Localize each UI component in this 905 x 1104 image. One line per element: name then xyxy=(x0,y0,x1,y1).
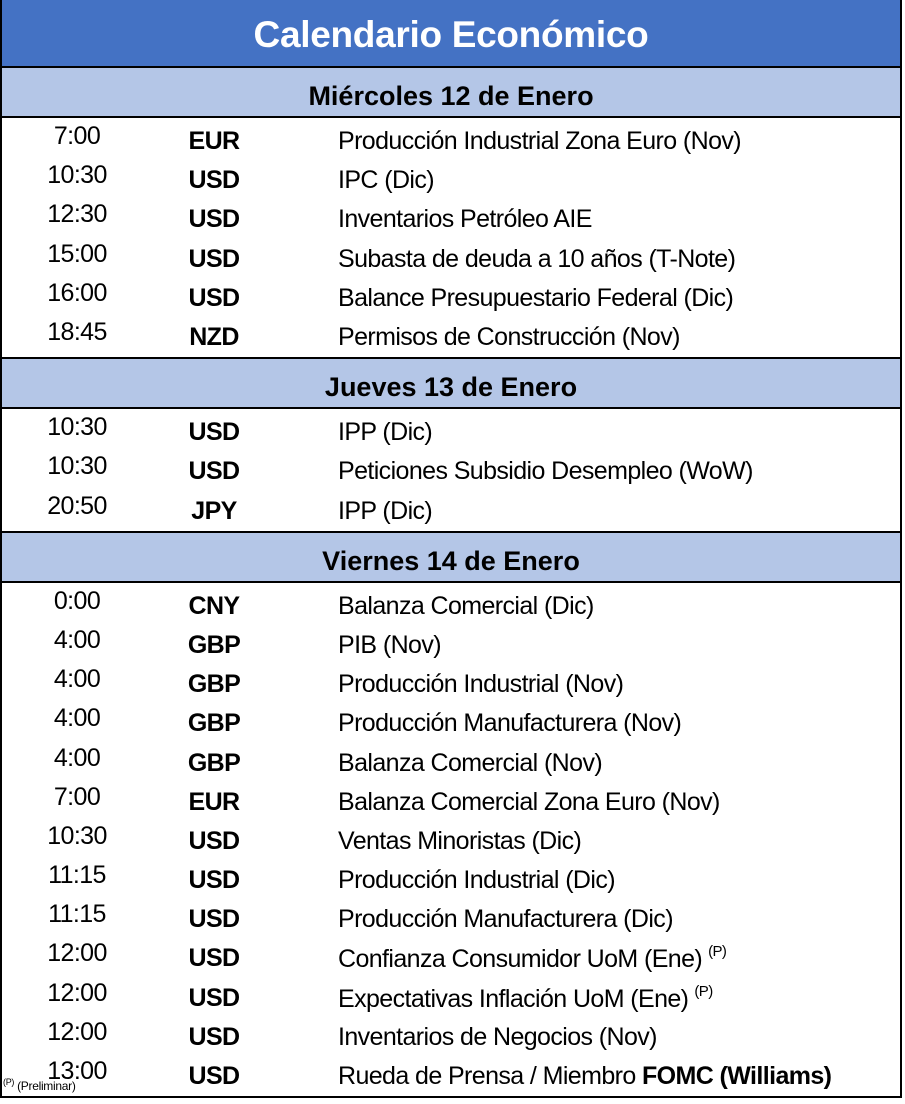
event-description xyxy=(276,631,900,660)
event-list xyxy=(2,118,900,357)
event-name: Peticiones Subsidio Desempleo (WoW) xyxy=(338,457,753,486)
event-row xyxy=(2,238,900,277)
event-time: 13:00 xyxy=(47,1057,107,1086)
event-time: 12:00 xyxy=(47,1017,107,1046)
day-header: Miércoles 12 de Enero xyxy=(2,68,900,118)
day-header: Viernes 14 de Enero xyxy=(2,531,900,583)
event-name: Producción Industrial (Dic) xyxy=(338,866,615,895)
event-description xyxy=(276,592,900,621)
event-description xyxy=(276,827,900,856)
event-row xyxy=(2,820,900,859)
event-time: 4:00 xyxy=(53,704,101,733)
event-name: Subasta de deuda a 10 años (T-Note) xyxy=(338,244,736,273)
event-currency: EUR xyxy=(188,127,240,156)
event-currency: USD xyxy=(188,457,240,486)
event-row xyxy=(2,624,900,663)
footnote xyxy=(3,1077,76,1093)
event-description xyxy=(276,943,900,974)
event-time: 12:00 xyxy=(47,978,107,1007)
event-description xyxy=(276,284,900,313)
event-time: 15:00 xyxy=(47,239,107,268)
event-description xyxy=(276,1023,900,1052)
event-currency: USD xyxy=(188,866,240,895)
event-description xyxy=(276,127,900,156)
event-currency: USD xyxy=(188,205,240,234)
event-currency: JPY xyxy=(191,496,237,525)
day-section xyxy=(2,531,900,1096)
event-name: IPP (Dic) xyxy=(338,418,433,447)
event-description xyxy=(276,983,900,1014)
event-currency: USD xyxy=(188,244,240,273)
event-row xyxy=(2,898,900,937)
event-name: Rueda de Prensa / Miembro xyxy=(338,1062,643,1091)
event-currency: CNY xyxy=(188,591,240,620)
event-time: 10:30 xyxy=(47,161,107,190)
event-currency: USD xyxy=(188,944,240,973)
event-currency: GBP xyxy=(187,630,241,659)
event-name: Permisos de Construcción (Nov) xyxy=(338,323,680,352)
event-currency: EUR xyxy=(188,787,240,816)
event-name: Ventas Minoristas (Dic) xyxy=(338,826,582,855)
event-row xyxy=(2,1016,900,1055)
day-section xyxy=(2,357,900,531)
event-time: 0:00 xyxy=(53,586,101,615)
event-name: Inventarios Petróleo AIE xyxy=(338,205,592,234)
event-time: 7:00 xyxy=(53,782,101,811)
event-currency: USD xyxy=(188,418,240,447)
day-header: Jueves 13 de Enero xyxy=(2,357,900,409)
event-time: 18:45 xyxy=(47,318,107,347)
event-row xyxy=(2,702,900,741)
day-section xyxy=(2,68,900,357)
event-row xyxy=(2,120,900,159)
event-name: Producción Manufacturera (Nov) xyxy=(338,709,682,738)
event-list xyxy=(2,409,900,531)
event-description xyxy=(276,749,900,778)
event-list xyxy=(2,583,900,1096)
event-row xyxy=(2,159,900,198)
event-description xyxy=(276,205,900,234)
event-row xyxy=(2,937,900,976)
event-name: Balance Presupuestario Federal (Dic) xyxy=(338,283,734,312)
event-row xyxy=(2,663,900,702)
event-row xyxy=(2,198,900,237)
event-name: Balanza Comercial (Nov) xyxy=(338,748,603,777)
event-time: 12:30 xyxy=(47,200,107,229)
event-currency: USD xyxy=(188,283,240,312)
event-currency: NZD xyxy=(189,323,239,352)
event-description xyxy=(276,418,900,447)
event-currency: USD xyxy=(188,826,240,855)
event-row xyxy=(2,781,900,820)
event-currency: USD xyxy=(188,1022,240,1051)
event-description xyxy=(276,166,900,195)
event-name: Confianza Consumidor UoM (Ene) xyxy=(338,945,703,974)
calendar-title: Calendario Económico xyxy=(2,0,900,68)
event-description xyxy=(276,245,900,274)
event-currency: USD xyxy=(188,983,240,1012)
event-time: 10:30 xyxy=(47,821,107,850)
event-time: 4:00 xyxy=(53,665,101,694)
event-time: 16:00 xyxy=(47,278,107,307)
event-name: Producción Industrial (Nov) xyxy=(338,670,624,699)
footnote-mark: (P) xyxy=(3,1077,15,1087)
event-currency: USD xyxy=(188,166,240,195)
event-currency: GBP xyxy=(187,709,241,738)
footnote-text: (Preliminar) xyxy=(17,1079,76,1093)
event-time: 11:15 xyxy=(48,861,106,890)
event-name: Balanza Comercial (Dic) xyxy=(338,591,594,620)
preliminary-mark: (P) xyxy=(708,943,727,961)
event-description xyxy=(276,497,900,526)
event-row xyxy=(2,490,900,529)
event-name: IPP (Dic) xyxy=(338,496,433,525)
event-time: 10:30 xyxy=(47,452,107,481)
event-description xyxy=(276,709,900,738)
event-name: Inventarios de Negocios (Nov) xyxy=(338,1022,657,1051)
event-row xyxy=(2,450,900,489)
event-currency: USD xyxy=(188,1062,240,1091)
event-description xyxy=(276,1062,900,1091)
event-description xyxy=(276,670,900,699)
event-time: 4:00 xyxy=(53,625,101,654)
event-name: PIB (Nov) xyxy=(338,630,441,659)
event-currency: GBP xyxy=(187,670,241,699)
day-sections xyxy=(2,68,900,1096)
event-currency: USD xyxy=(188,905,240,934)
event-description xyxy=(276,788,900,817)
event-name: Producción Industrial Zona Euro (Nov) xyxy=(338,127,741,156)
event-row xyxy=(2,859,900,898)
event-name: Expectativas Inflación UoM (Ene) xyxy=(338,984,689,1013)
event-name-bold: FOMC (Williams) xyxy=(642,1062,832,1091)
event-name: Balanza Comercial Zona Euro (Nov) xyxy=(338,787,720,816)
event-row xyxy=(2,411,900,450)
event-time: 20:50 xyxy=(47,491,107,520)
event-time: 12:00 xyxy=(47,939,107,968)
event-description xyxy=(276,905,900,934)
event-description xyxy=(276,866,900,895)
event-row xyxy=(2,277,900,316)
event-row xyxy=(2,741,900,780)
event-description xyxy=(276,457,900,486)
event-time: 10:30 xyxy=(47,413,107,442)
event-row xyxy=(2,585,900,624)
event-time: 7:00 xyxy=(53,122,101,151)
event-name: Producción Manufacturera (Dic) xyxy=(338,905,673,934)
preliminary-mark: (P) xyxy=(694,982,713,1000)
event-description xyxy=(276,323,900,352)
event-time: 11:15 xyxy=(48,900,106,929)
event-row xyxy=(2,1055,900,1094)
event-row xyxy=(2,977,900,1016)
event-time: 4:00 xyxy=(53,743,101,772)
event-currency: GBP xyxy=(187,748,241,777)
event-name: IPC (Dic) xyxy=(338,166,434,195)
event-row xyxy=(2,316,900,355)
